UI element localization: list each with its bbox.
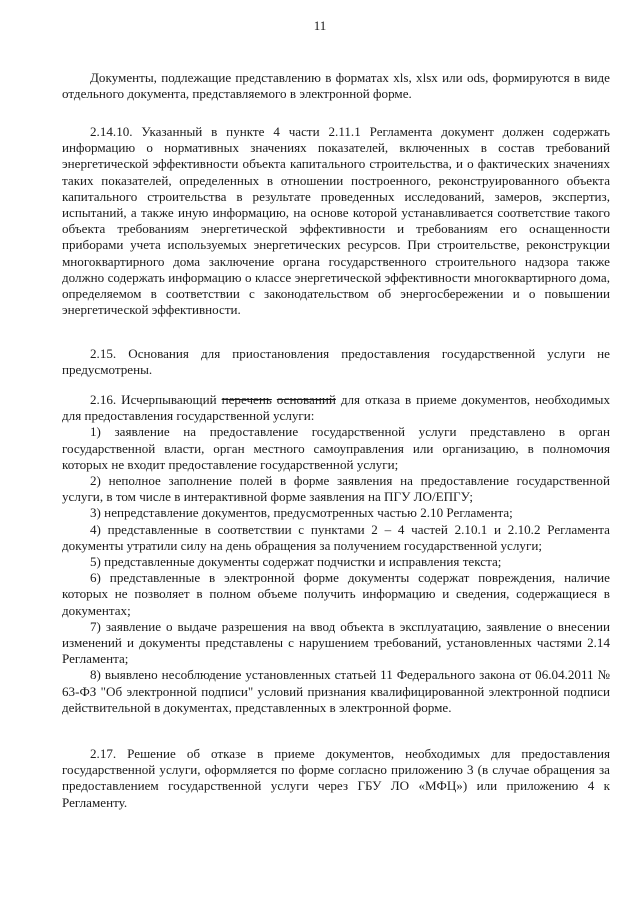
struck-word-perechen: перечень — [221, 392, 272, 407]
struck-word-osnovaniy: оснований — [276, 392, 336, 407]
list-item-3: 3) непредставление документов, предусмотренных частью 2.10 Регламента; — [90, 505, 513, 521]
section-2-15-block — [62, 346, 610, 378]
list-item-7: 7) заявление о выдаче разрешения на ввод объекта в эксплуатацию, заявление о внесении изменений и документы представлены с нарушением требований, установленных частями 2.14 Регламента; — [62, 618, 610, 667]
list-item-5: 5) представленные документы содержат подчистки и исправления текста; — [90, 554, 502, 570]
section-2-15-paragraph: 2.15. Основания для приостановления предоставления государственной услуги не предусмотрены. — [62, 346, 610, 378]
section-2-16-number: 2.16. — [90, 392, 117, 407]
list-item-2: 2) неполное заполнение полей в форме заявления на предоставление государственной услуги, в том числе в интерактивной форме заявления на ПГУ ЛО/ЕПГУ; — [62, 473, 610, 505]
intro-paragraph: Документы, подлежащие представлению в форматах xls, xlsx или ods, формируются в виде отдельного документа, представляемого в электронной форме. — [62, 70, 610, 102]
intro-paragraph-block — [62, 70, 610, 102]
list-item-1: 1) заявление на предоставление государственной услуги представлено в орган государственной власти, орган местного самоуправления или организацию, в полномочия которых не входит предоставление государственной услуги; — [62, 424, 610, 472]
list-item-4: 4) представленные в соответствии с пунктами 2 – 4 частей 2.10.1 и 2.10.2 Регламента документы утратили силу на день обращения за получением государственной услуги; — [62, 521, 610, 553]
section-2-16-rest: для отказа в приеме документов, необходимых для предоставления государственной услуги: — [62, 392, 611, 424]
section-2-14-10-paragraph: 2.14.10. Указанный в пункте 4 части 2.11.1 Регламента документ должен содержать информацию о нормативных значениях показателей, включенных в состав требований энергетической эффективности объекта капитального строительства, и о фактических значениях таких показателей, определенных в отношении построенного, реконструированного объекта капитального строительства в результате проведенных исследований, замеров, экспертиз, испытаний, а также иную информацию, на основе которой устанавливается соответствие такого объекта требованиям энергетической эффективности и требованиям его оснащенности приборами учета используемых энергетических ресурсов. При строительстве, реконструкции многоквартирного дома заключение органа государственного строительного надзора также должно содержать информацию о классе энергетической эффективности многоквартирного дома, определяемом в соответствии с законодательством об энергосбережении и о повышении энергетической эффективности. — [62, 124, 610, 318]
section-2-17-paragraph: 2.17. Решение об отказе в приеме документов, необходимых для предоставления государственной услуги, оформляется по форме согласно приложению 3 (в случае обращения за предоставлением государственной услуги через ГБУ ЛО «МФЦ») или приложению 4 к Регламенту. — [62, 746, 610, 810]
section-2-16-paragraph — [62, 392, 610, 424]
section-2-16-block — [62, 392, 610, 716]
section-2-14-10-block — [62, 124, 610, 318]
section-2-16-word-1: Исчерпывающий — [121, 392, 217, 407]
list-item-6: 6) представленные в электронной форме документы содержат повреждения, наличие которых не позволяет в полном объеме получить информацию и сведения, содержащиеся в документах; — [62, 570, 610, 618]
list-item-8: 8) выявлено несоблюдение установленных статьей 11 Федерального закона от 06.04.2011 № 63-ФЗ "Об электронной подписи" условий признания квалифицированной электронной подписи действительной в документах, представленных в электронной форме. — [62, 667, 610, 715]
section-2-17-block — [62, 746, 610, 811]
page-number: 11 — [313, 18, 327, 33]
